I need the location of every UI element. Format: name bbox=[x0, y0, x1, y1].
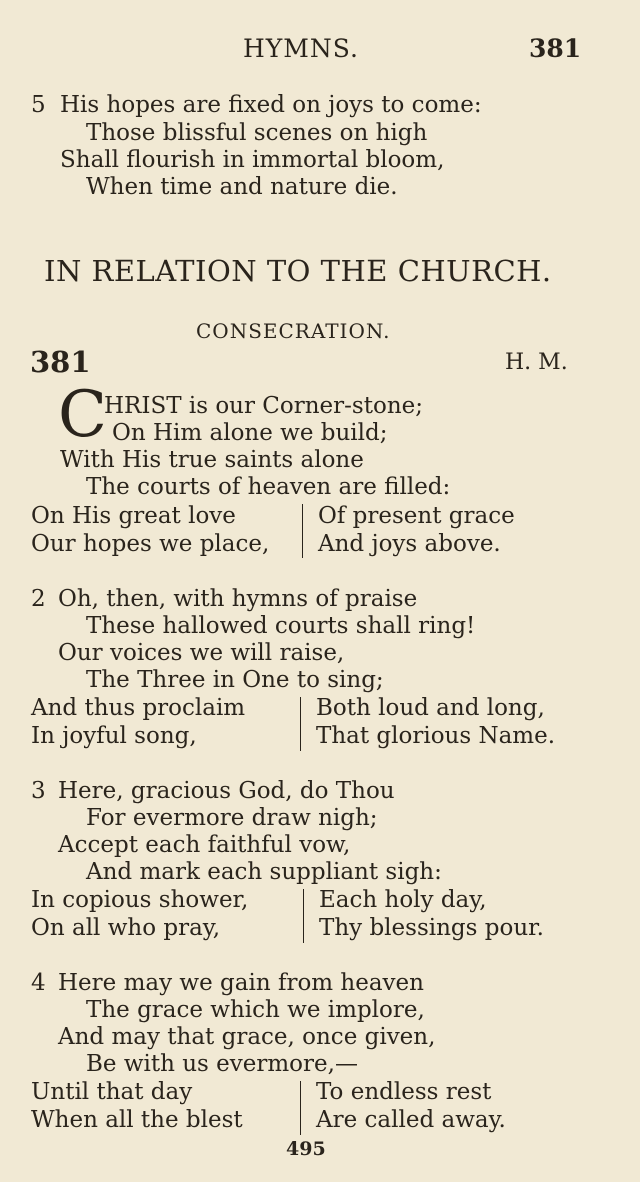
refrain-left-line: On His great love bbox=[31, 503, 236, 529]
running-title: HYMNS. bbox=[243, 34, 359, 63]
refrain-left-line: On all who pray, bbox=[31, 915, 221, 941]
verse-line: Shall flourish in immortal bloom, bbox=[60, 147, 445, 173]
verse-line: Here may we gain from heaven bbox=[58, 970, 424, 996]
verse-line: The grace which we implore, bbox=[86, 997, 425, 1023]
refrain-left-line: In joyful song, bbox=[31, 723, 197, 749]
refrain-right-line: Both loud and long, bbox=[316, 695, 545, 721]
verse-line: On Him alone we build; bbox=[112, 420, 388, 446]
verse-line: And mark each suppliant sigh: bbox=[86, 859, 442, 885]
verse-line: Accept each faithful vow, bbox=[58, 832, 351, 858]
hymn-subheading: CONSECRATION. bbox=[196, 319, 391, 343]
verse-line: Those blissful scenes on high bbox=[86, 120, 428, 146]
verse-line: The Three in One to sing; bbox=[86, 667, 384, 693]
hymn-number: 381 bbox=[30, 345, 91, 379]
section-heading: IN RELATION TO THE CHURCH. bbox=[44, 254, 552, 288]
refrain-left-line: When all the blest bbox=[31, 1107, 243, 1133]
verse-line: For evermore draw nigh; bbox=[86, 805, 378, 831]
stanza-number: 2 bbox=[31, 586, 46, 612]
refrain-right-line: Are called away. bbox=[316, 1107, 506, 1133]
refrain-right-line: To endless rest bbox=[316, 1079, 492, 1105]
refrain-divider bbox=[302, 504, 303, 558]
verse-line: Oh, then, with hymns of praise bbox=[58, 586, 418, 612]
verse-line: These hallowed courts shall ring! bbox=[86, 613, 476, 639]
verse-line: HRIST is our Corner-stone; bbox=[104, 393, 424, 419]
drop-cap: C bbox=[58, 378, 107, 452]
verse-line: His hopes are fixed on joys to come: bbox=[60, 92, 482, 118]
stanza-number: 4 bbox=[31, 970, 46, 996]
verse-line: Be with us evermore,— bbox=[86, 1051, 358, 1077]
verse-line: With His true saints alone bbox=[60, 447, 364, 473]
page-number-bottom: 495 bbox=[286, 1138, 326, 1160]
refrain-right-line: Each holy day, bbox=[319, 887, 487, 913]
page-number-top: 381 bbox=[529, 34, 582, 63]
refrain-right-line: Of present grace bbox=[318, 503, 515, 529]
refrain-divider bbox=[300, 697, 301, 751]
refrain-right-line: Thy blessings pour. bbox=[319, 915, 544, 941]
refrain-right-line: That glorious Name. bbox=[316, 723, 556, 749]
verse-line: Here, gracious God, do Thou bbox=[58, 778, 395, 804]
refrain-left-line: In copious shower, bbox=[31, 887, 249, 913]
refrain-right-line: And joys above. bbox=[318, 531, 501, 557]
verse-line: And may that grace, once given, bbox=[58, 1024, 436, 1050]
stanza-number: 3 bbox=[31, 778, 46, 804]
refrain-left-line: Our hopes we place, bbox=[31, 531, 270, 557]
refrain-divider bbox=[303, 889, 304, 943]
verse-line: Our voices we will raise, bbox=[58, 640, 345, 666]
refrain-divider bbox=[300, 1081, 301, 1135]
hymn-meter: H. M. bbox=[505, 350, 568, 375]
refrain-left-line: And thus proclaim bbox=[31, 695, 246, 721]
stanza-number: 5 bbox=[31, 92, 46, 118]
verse-line: The courts of heaven are filled: bbox=[86, 474, 451, 500]
verse-line: When time and nature die. bbox=[86, 174, 398, 200]
refrain-left-line: Until that day bbox=[31, 1079, 193, 1105]
